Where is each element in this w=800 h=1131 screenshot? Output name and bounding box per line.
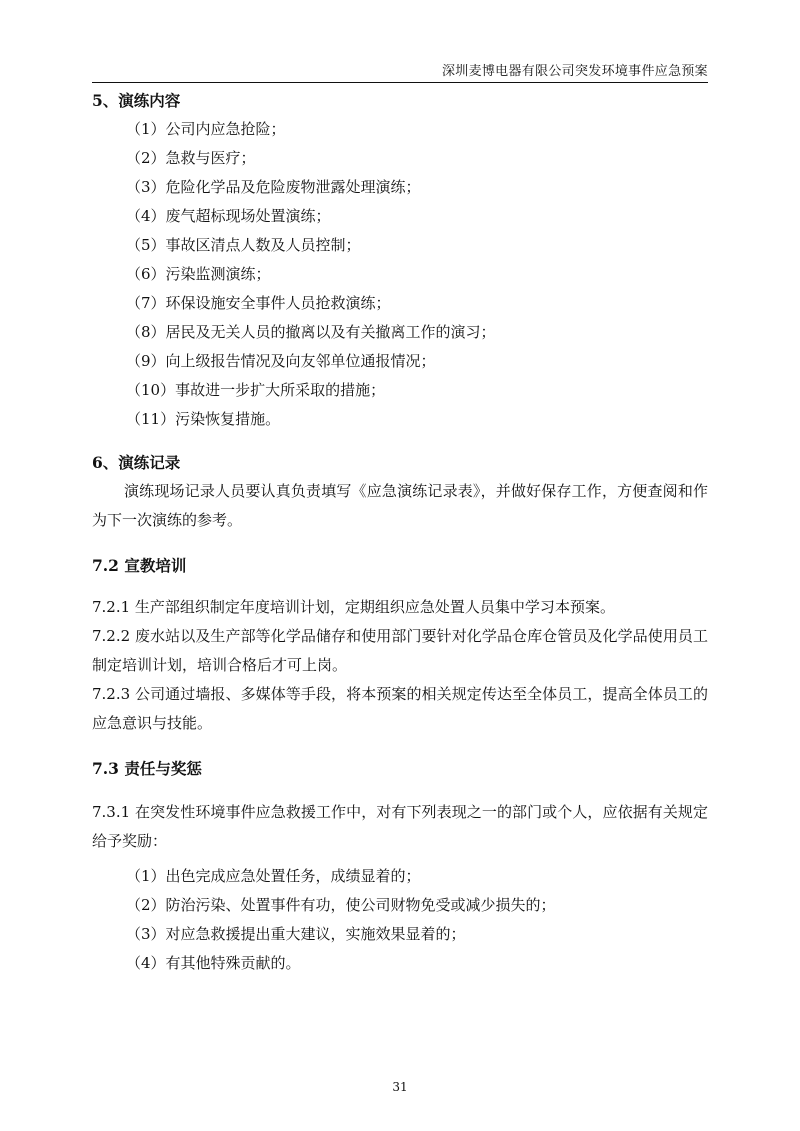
list-item: （3）对应急救援提出重大建议，实施效果显着的； bbox=[126, 925, 466, 943]
paragraph: 演练现场记录人员要认真负责填写《应急演练记录表》，并做好保存工作，方便查阅和作为下一次演练的参考。 bbox=[92, 482, 708, 529]
section-heading: 6、演练记录 bbox=[92, 453, 181, 472]
document-body bbox=[92, 88, 708, 978]
list-item: （7）环保设施安全事件人员抢救演练； bbox=[126, 294, 391, 312]
section-heading: 5、演练内容 bbox=[92, 91, 181, 110]
section-heading: 7.2 宣教培训 bbox=[92, 556, 187, 575]
list-item: （3）危险化学品及危险废物泄露处理演练； bbox=[126, 178, 421, 196]
list-item: （4）有其他特殊贡献的。 bbox=[126, 954, 301, 972]
list-item: （2）急救与医疗； bbox=[126, 149, 256, 167]
list-item: （9）向上级报告情况及向友邻单位通报情况； bbox=[126, 352, 436, 370]
list-item: （11）污染恢复措施。 bbox=[126, 410, 281, 428]
section-7-3 bbox=[92, 756, 708, 978]
paragraph: 7.2.2 废水站以及生产部等化学品储存和使用部门要针对化学品仓库仓管员及化学品使用员工制定培训计划，培训合格后才可上岗。 bbox=[92, 627, 708, 674]
section-heading: 7.3 责任与奖惩 bbox=[92, 759, 202, 778]
list-item: （5）事故区清点人数及人员控制； bbox=[126, 236, 361, 254]
list-item: （1）公司内应急抢险； bbox=[126, 120, 286, 138]
list-item: （8）居民及无关人员的撤离以及有关撤离工作的演习； bbox=[126, 323, 496, 341]
list-item: （4）废气超标现场处置演练； bbox=[126, 207, 331, 225]
section-7-2 bbox=[92, 553, 708, 738]
section-6 bbox=[92, 450, 708, 535]
list-item: （2）防治污染、处置事件有功，使公司财物免受或减少损失的； bbox=[126, 896, 556, 914]
paragraph: 7.2.3 公司通过墙报、多媒体等手段，将本预案的相关规定传达至全体员工，提高全体员工的应急意识与技能。 bbox=[92, 685, 708, 732]
list-item: （6）污染监测演练； bbox=[126, 265, 271, 283]
paragraph: 7.3.1 在突发性环境事件应急救援工作中，对有下列表现之一的部门或个人，应依据有关规定给予奖励： bbox=[92, 803, 708, 850]
header-divider bbox=[92, 82, 708, 83]
page-number: 31 bbox=[392, 1080, 408, 1094]
list-item: （10）事故进一步扩大所采取的措施； bbox=[126, 381, 386, 399]
section-5 bbox=[92, 88, 708, 434]
page-header: 深圳麦博电器有限公司突发环境事件应急预案 bbox=[441, 64, 708, 79]
list-item: （1）出色完成应急处置任务，成绩显着的； bbox=[126, 867, 421, 885]
paragraph: 7.2.1 生产部组织制定年度培训计划，定期组织应急处置人员集中学习本预案。 bbox=[92, 598, 615, 616]
